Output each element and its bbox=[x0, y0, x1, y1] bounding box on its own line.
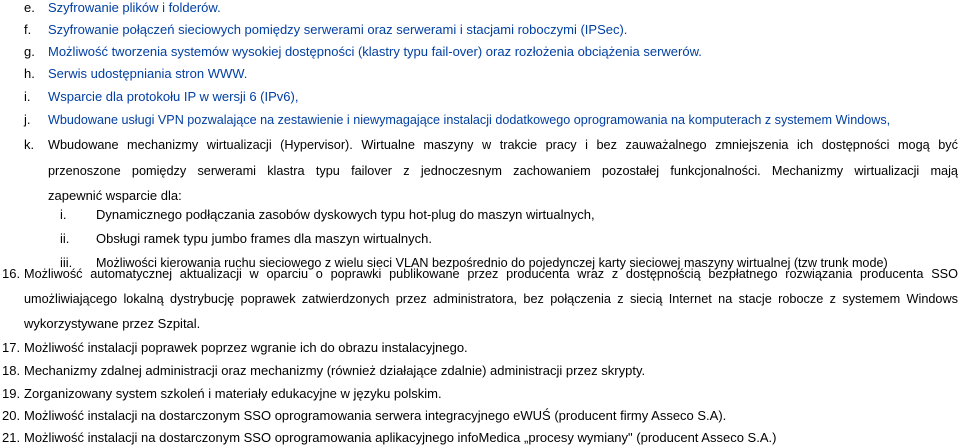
paragraph-line: zapewnić wsparcie dla: bbox=[48, 188, 182, 203]
list-item-text: Wsparcie dla protokołu IP w wersji 6 (IPv6), bbox=[48, 89, 299, 104]
list-marker: 17. bbox=[2, 340, 21, 355]
list-marker: k. bbox=[24, 137, 35, 152]
list-item-text: Obsługi ramek typu jumbo frames dla maszyn wirtualnych. bbox=[96, 231, 432, 246]
paragraph-line: przenoszone pomiędzy serwerami klastra typu failover z jednoczesnym zachowaniem pozostałej funkcjonalności. Mechanizmy wirtualizacji mają bbox=[48, 164, 958, 178]
list-item-k bbox=[0, 137, 960, 207]
paragraph-line: Wbudowane mechanizmy wirtualizacji (Hypervisor). Wirtualne maszyny w trakcie pracy i bez zauważalnego zmniejszenia ich dostępności mogą być bbox=[48, 138, 958, 152]
list-item-16 bbox=[0, 266, 960, 336]
list-item-text: Szyfrowanie plików i folderów. bbox=[48, 0, 221, 15]
paragraph-line: umożliwiającego lokalną dystrybucję poprawek zatwierdzonych przez administratora, bez połączenia z siecią Internet na stacje robocze z systemem Windows bbox=[24, 292, 958, 306]
list-marker: i. bbox=[60, 207, 67, 222]
list-item-text: Mechanizmy zdalnej administracji oraz mechanizmy (również działające zdalnie) administracji przez skrypty. bbox=[24, 363, 646, 378]
list-item-text: Możliwość instalacji na dostarczonym SSO oprogramowania aplikacyjnego infoMedica „procesy wymiany" (producent Asseco S.A.) bbox=[24, 430, 777, 445]
list-marker: i. bbox=[24, 89, 31, 104]
list-marker: g. bbox=[24, 44, 35, 59]
list-item-text: Zorganizowany system szkoleń i materiały edukacyjne w języku polskim. bbox=[24, 386, 442, 401]
paragraph-line: Możliwość automatycznej aktualizacji w oparciu o poprawki publikowane przez producenta wraz z dostępnością bezpłatnego rozwiązania producenta SSO bbox=[24, 267, 958, 281]
list-marker: 18. bbox=[2, 363, 21, 378]
list-item-text: Możliwości kierowania ruchu sieciowego z wielu sieci VLAN bezpośrednio do pojedynczej karty sieciowej maszyny wirtualnej (tzw trunk mode) bbox=[96, 256, 888, 270]
list-marker: 16. bbox=[2, 266, 21, 281]
list-item-text: Szyfrowanie połączeń sieciowych pomiędzy serwerami oraz serwerami i stacjami roboczymi (IPSec). bbox=[48, 22, 628, 37]
list-item-text: Wbudowane usługi VPN pozwalające na zestawienie i niewymagające instalacji dodatkowego oprogramowania na komputerach z systemem Windows, bbox=[48, 113, 891, 127]
list-marker: 21. bbox=[2, 430, 21, 445]
list-marker: f. bbox=[24, 22, 32, 37]
list-marker: 20. bbox=[2, 408, 21, 423]
list-item-text: Możliwość tworzenia systemów wysokiej dostępności (klastry typu fail-over) oraz rozłożenia obciążenia serwerów. bbox=[48, 44, 702, 59]
list-item-text: Serwis udostępniania stron WWW. bbox=[48, 66, 248, 81]
list-item-text: Możliwość instalacji poprawek poprzez wgranie ich do obrazu instalacyjnego. bbox=[24, 340, 468, 355]
paragraph-line: wykorzystywane przez Szpital. bbox=[24, 316, 201, 331]
list-marker: 19. bbox=[2, 386, 21, 401]
list-marker: iii. bbox=[60, 255, 73, 270]
list-item-text: Możliwość instalacji na dostarczonym SSO oprogramowania serwera integracyjnego eWUŚ (producent firmy Asseco S.A). bbox=[24, 408, 727, 423]
list-marker: j. bbox=[24, 112, 31, 127]
list-item-text: Dynamicznego podłączania zasobów dyskowych typu hot-plug do maszyn wirtualnych, bbox=[96, 207, 595, 222]
list-marker: ii. bbox=[60, 231, 70, 246]
list-marker: e. bbox=[24, 0, 35, 15]
list-marker: h. bbox=[24, 66, 35, 81]
